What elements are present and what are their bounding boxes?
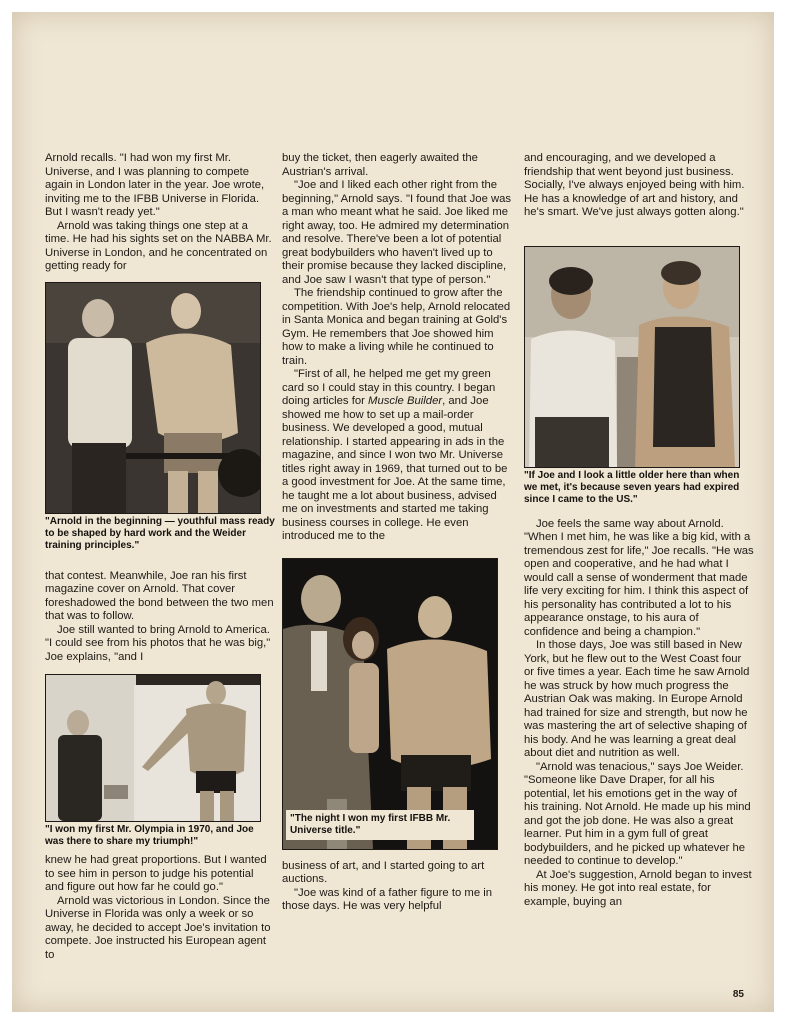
col3-paragraph-4: "Arnold was tenacious," says Joe Weider. "Someone like Dave Draper, for all his potential, let his emotions get in the way of his training. Not Arnold. He made up his mind and got the job done. He was also a great learner. Put him in a gym full of great bodybuilders, and he picked up whatever he needed to continue to develop." xyxy=(524,760,751,867)
col2-paragraph-1: buy the ticket, then eagerly awaited the Austrian's arrival. xyxy=(282,152,478,178)
col2-paragraph-4 xyxy=(282,368,512,544)
col2-paragraph-4-start: "First of all, he helped me get my green card so I could stay in this country. I began doing articles for xyxy=(282,368,496,407)
muscle-builder-magazine-title: Muscle Builder xyxy=(368,395,443,407)
column-2 xyxy=(282,152,512,914)
col1-paragraph-3: that contest. Meanwhile, Joe ran his first magazine cover on Arnold. That cover foreshadowed the bond between the two men that was to follow. xyxy=(45,569,274,622)
photo-arnold-beginning-image xyxy=(46,283,260,513)
photo-mr-olympia-1970-caption: "I won my first Mr. Olympia in 1970, and Joe was there to share my triumph!" xyxy=(45,824,254,847)
photo-arnold-beginning-caption: "Arnold in the beginning — youthful mass ready to be shaped by hard work and the Weider training principles." xyxy=(45,515,275,551)
photo-arnold-beginning xyxy=(45,282,261,514)
photo-joe-and-arnold-older-image xyxy=(525,247,739,467)
photo-joe-and-arnold-older-caption: "If Joe and I look a little older here than when we met, it's because seven years had expired since I came to the US." xyxy=(524,469,740,505)
col1-paragraph-6: Arnold was victorious in London. Since the Universe in Florida was only a week or so away, he decided to accept Joe's invitation to compete. Joe instructed his European agent to xyxy=(45,894,271,961)
page-number: 85 xyxy=(732,989,744,1000)
photo-joe-and-arnold-older xyxy=(524,246,740,468)
col2-paragraph-4-end: , and Joe showed me how to set up a mail-order business. We developed a good, mutual relationship. I started appearing in ads in the magazine, and since I won two Mr. Universe titles right away in 1969, that turned out to be a good investment for Joe. At the same time, he taught me a lot about business, advised me on investments and started me taking business courses in college. He even introduced me to the xyxy=(282,395,508,542)
photo-first-ifbb-universe-caption: "The night I won my first IFBB Mr. Universe title." xyxy=(286,810,474,840)
magazine-page xyxy=(12,12,774,1012)
col3-paragraph-2: Joe feels the same way about Arnold. "When I met him, he was like a big kid, with a tremendous zest for life," Joe recalls. "He was open and cooperative, and he had what I would call a sense of wonderment that made life very exciting for him. I think this aspect of his personality has contributed a lot to his appearance onstage, to his aura of confidence and being a champion." xyxy=(524,517,754,638)
col1-paragraph-4: Joe still wanted to bring Arnold to America. "I could see from his photos that he was big," Joe explains, "and I xyxy=(45,623,271,663)
column-3 xyxy=(524,152,754,909)
col1-paragraph-5: knew he had great proportions. But I wanted to see him in person to judge his potential and figure out how far he could go." xyxy=(45,854,267,893)
photo-first-ifbb-universe xyxy=(282,558,498,850)
col3-paragraph-3: In those days, Joe was still based in New York, but he flew out to the West Coast four or five times a year. Each time he saw Arnold he was struck by how much progress the Austrian Oak was making. In Europe Arnold had trained for size and strength, but now he was mastering the art of selective shaping of his body. And he was learning a great deal about diet and nutrition as well. xyxy=(524,639,750,759)
col2-paragraph-5: business of art, and I started going to art auctions. xyxy=(282,859,485,885)
col2-paragraph-3: The friendship continued to grow after the competition. With Joe's help, Arnold relocated in Santa Monica and began training at Gold's Gym. He remembers that Joe showed him how to make a living while he continued to train. xyxy=(282,287,511,367)
photo-first-ifbb-universe-image xyxy=(283,559,497,849)
col1-paragraph-1: Arnold recalls. "I had won my first Mr. Universe, and I was planning to compete again in London later in the year. Joe wrote, inviting me to the IFBB Universe in Florida. But I wasn't ready yet." xyxy=(45,152,265,218)
photo-mr-olympia-1970 xyxy=(45,674,261,822)
photo-mr-olympia-1970-image xyxy=(46,675,260,821)
column-1 xyxy=(45,152,275,962)
col3-paragraph-5: At Joe's suggestion, Arnold began to invest his money. He got into real estate, for example, buying an xyxy=(524,868,752,908)
col2-paragraph-2: "Joe and I liked each other right from the beginning," Arnold says. "I found that Joe was a man who meant what he said. Joe liked me right away, too. He admired my determination and resolve. There've been a lot of potential great bodybuilders who haven't lived up to their promise because they lacked discipline, and Joe saw I wasn't that type of person." xyxy=(282,179,512,286)
col2-paragraph-6: "Joe was kind of a father figure to me in those days. He was very helpful xyxy=(282,886,493,912)
col1-paragraph-2: Arnold was taking things one step at a time. He had his sights set on the NABBA Mr. Universe in London, and he concentrated on getting ready for xyxy=(45,219,272,272)
col3-paragraph-1: and encouraging, and we developed a friendship that went beyond just business. Socially, I've always enjoyed being with him. He has a knowledge of art and history, and he's smart. We've just always gotten along." xyxy=(524,152,745,218)
